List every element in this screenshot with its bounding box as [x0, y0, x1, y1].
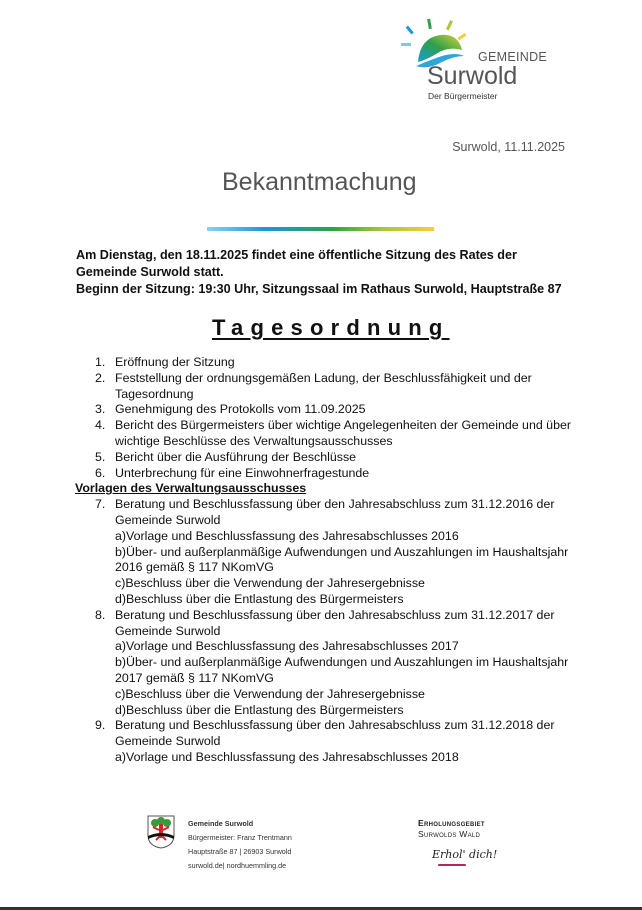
agenda-item [95, 718, 575, 765]
agenda-item-number: 1. [95, 355, 106, 369]
agenda-item-text: Beratung und Beschlussfassung über den Jahresabschluss zum 31.12.2017 der Gemeinde Surwold [115, 607, 555, 638]
footer-web: surwold.de| nordhuemmling.de [188, 861, 287, 870]
agenda-item-number: 4. [95, 418, 106, 433]
intro-paragraph [76, 247, 576, 298]
logo-gemeinde-text: GEMEINDE [478, 50, 548, 64]
agenda-heading: Tagesordnung [212, 315, 450, 340]
agenda-item [95, 418, 575, 450]
agenda-subitem: d)Beschluss über die Entlastung des Bürgermeisters [115, 591, 404, 606]
agenda-item-number: 9. [95, 718, 106, 733]
agenda-item-number: 7. [95, 497, 106, 512]
agenda-item-text: Eröffnung der Sitzung [115, 355, 235, 369]
footer-recreation-logo [418, 818, 518, 861]
agenda-item [95, 355, 575, 371]
agenda-item-body [115, 497, 575, 608]
agenda-item [95, 608, 575, 719]
agenda-item [95, 466, 575, 482]
intro-line-2: Beginn der Sitzung: 19:30 Uhr, Sitzungssaal im Rathaus Surwold, Hauptstraße 87 [76, 282, 562, 296]
agenda-item-text: Bericht über die Ausführung der Beschlüsse [115, 449, 357, 464]
agenda-item-text: Unterbrechung für eine Einwohnerfragestunde [115, 465, 370, 480]
agenda-item [95, 371, 575, 403]
surwold-logo [398, 16, 578, 106]
agenda-item-text: Beratung und Beschlussfassung über den Jahresabschluss zum 31.12.2018 der Gemeinde Surwold [115, 718, 555, 749]
section-heading: Vorlagen des Verwaltungsausschusses [75, 481, 307, 496]
agenda-item-number: 6. [95, 465, 106, 480]
date-line: Surwold, 11.11.2025 [452, 140, 565, 154]
agenda-subitem: b)Über- und außerplanmäßige Aufwendungen und Auszahlungen im Haushaltsjahr 2017 gemäß § 117 NKomVG [115, 655, 569, 685]
gradient-divider [207, 227, 434, 231]
agenda-item-number: 2. [95, 370, 106, 385]
agenda-subitem: a)Vorlage und Beschlussfassung des Jahresabschlusses 2018 [115, 749, 459, 764]
agenda-item [95, 497, 575, 608]
logo-subtitle-text: Der Bürgermeister [428, 91, 498, 101]
agenda-subitem: c)Beschluss über die Verwendung der Jahresergebnisse [115, 576, 425, 591]
agenda-item-body [115, 718, 575, 765]
footer-org: Gemeinde Surwold [188, 819, 254, 828]
agenda-item-body [115, 608, 575, 719]
footer-address: Hauptstraße 87 | 26903 Surwold [188, 847, 292, 856]
slogan-underline [438, 864, 466, 866]
agenda-subitem: b)Über- und außerplanmäßige Aufwendungen und Auszahlungen im Haushaltsjahr 2016 gemäß § 117 NKomVG [115, 544, 569, 575]
agenda-item-text: Feststellung der ordnungsgemäßen Ladung, der Beschlussfähigkeit und der Tagesordnung [115, 370, 532, 401]
agenda-subitem: c)Beschluss über die Verwendung der Jahresergebnisse [115, 686, 425, 701]
agenda-item-text: Genehmigung des Protokolls vom 11.09.2025 [115, 402, 366, 417]
recreation-line-2: Surwolds Wald [418, 829, 481, 839]
agenda-item-number: 8. [95, 607, 106, 622]
agenda-item-number: 5. [95, 449, 106, 464]
agenda-item [95, 450, 575, 466]
recreation-slogan: Erhol' dich! [432, 848, 498, 861]
agenda-subitem: d)Beschluss über die Entlastung des Bürgermeisters [115, 702, 404, 717]
intro-line-1: Am Dienstag, den 18.11.2025 findet eine öffentliche Sitzung des Rates der Gemeinde Surwold statt. [76, 248, 517, 279]
logo-name-text: Surwold [427, 62, 518, 90]
coat-of-arms-icon [147, 815, 175, 849]
agenda-item-text: Bericht des Bürgermeisters über wichtige Angelegenheiten der Gemeinde und über wichtige Beschlüsse des Verwaltungsausschusses [115, 418, 571, 448]
agenda-item-number: 3. [95, 402, 106, 417]
agenda-subitem: a)Vorlage und Beschlussfassung des Jahresabschlusses 2017 [115, 639, 459, 654]
agenda-item-text: Beratung und Beschlussfassung über den Jahresabschluss zum 31.12.2016 der Gemeinde Surwold [115, 497, 555, 527]
recreation-line-1: Erholungsgebiet [418, 818, 485, 828]
agenda-item [95, 402, 575, 418]
agenda-subitem: a)Vorlage und Beschlussfassung des Jahresabschlusses 2016 [115, 528, 459, 543]
agenda-list [75, 355, 575, 766]
footer-address-block [188, 817, 348, 873]
document-title: Bekanntmachung [222, 168, 417, 196]
footer-mayor: Bürgermeister: Franz Trentmann [188, 833, 292, 842]
